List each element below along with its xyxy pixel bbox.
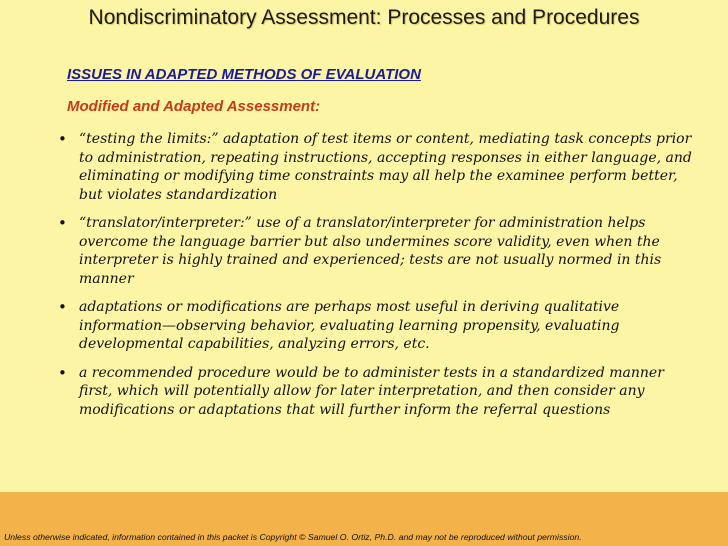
footer-band (0, 492, 728, 546)
slide-title: Nondiscriminatory Assessment: Processes and Procedures (88, 6, 640, 29)
bullet-marker-icon: • (58, 298, 67, 316)
bullet-text: “testing the limits:” adaptation of test items or content, mediating task concepts prior to administration, repeating instructions, accepting responses in either language, and eliminating or modifying time constraints may all help the examinee perform better, but violates standardization (79, 131, 692, 203)
bullet-text: “translator/interpreter:” use of a translator/interpreter for administration helps overcome the language barrier but also undermines score validity, even when the interpreter is highly trained and experienced; tests are not usually normed in this manner (79, 215, 662, 287)
bullet-text: adaptations or modifications are perhaps most useful in deriving qualitative information—observing behavior, evaluating learning propensity, evaluating developmental capabilities, analyzing errors, etc. (79, 299, 620, 352)
subheading: Modified and Adapted Assessment: (67, 98, 321, 115)
bullet-text: a recommended procedure would be to administer tests in a standardized manner first, which will potentially allow for later interpretation, and then consider any modifications or adaptations that will further inform the referral questions (79, 364, 664, 418)
bullet-item (58, 214, 698, 288)
bullet-item (58, 298, 698, 354)
section-heading: ISSUES IN ADAPTED METHODS OF EVALUATION (67, 66, 421, 83)
bullet-item (58, 130, 698, 204)
bullet-marker-icon: • (58, 363, 67, 382)
bullet-marker-icon: • (58, 214, 67, 232)
copyright-notice: Unless otherwise indicated, information contained in this packet is Copyright © Samuel O. Ortiz, Ph.D. and may not be reproduced without permission. (4, 532, 582, 542)
bullet-list (58, 130, 698, 429)
bullet-marker-icon: • (58, 130, 67, 148)
bullet-item (58, 364, 698, 420)
